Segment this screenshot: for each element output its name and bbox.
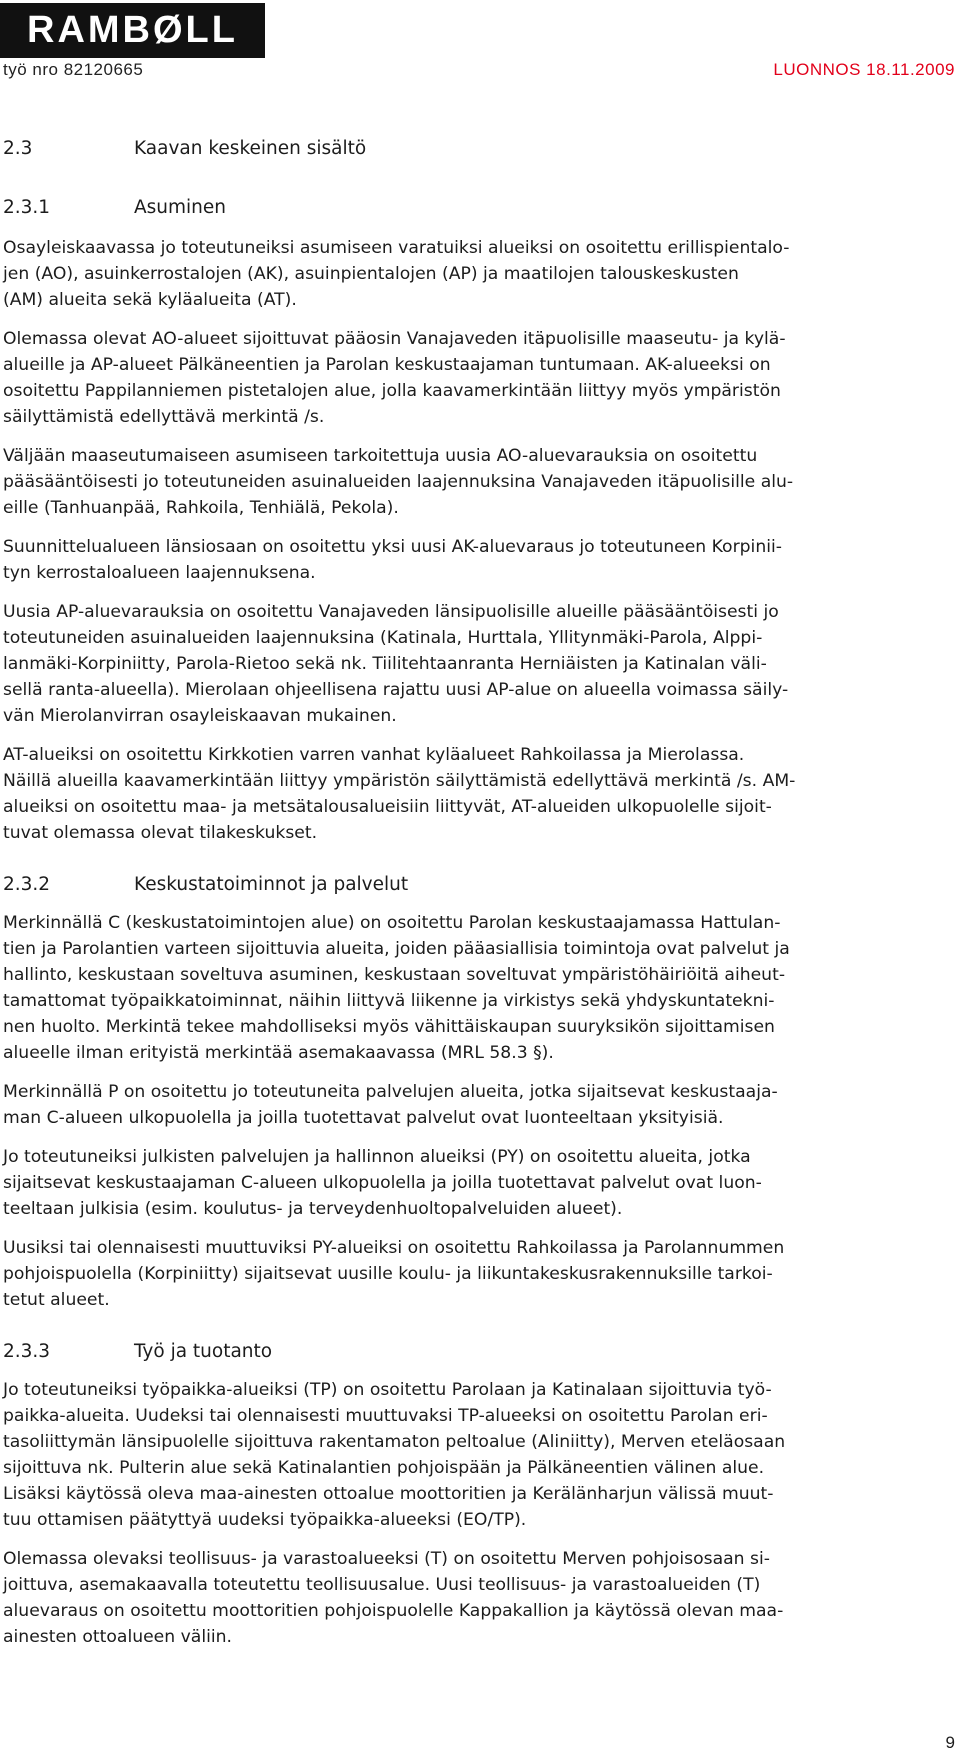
section-title: Kaavan keskeinen sisältö — [134, 138, 367, 159]
ramboll-logo — [0, 3, 265, 58]
paragraph: Uusia AP-aluevarauksia on osoitettu Vanajaveden länsipuolisille alueille pääsääntöisesti jo toteutuneiden asuinalueiden laajennuksina (Katinala, Hurttala, Yllitynmäki-Parola, Alppi- lanmäki-Korpiniitty, Parola-Rietoo sekä nk. Tiilitehtaanranta Herniäisten ja Katinalan väli- sellä ranta-alueella). Mierolaan ohjeellisena rajattu uusi AP-alue on alueella voimassa säily- vän Mierolanvirran osayleiskaavan mukainen. — [3, 602, 789, 726]
document-body — [3, 136, 955, 1663]
paragraph: AT-alueiksi on osoitettu Kirkkotien varren vanhat kyläalueet Rahkoilassa ja Mierolassa. Näillä alueilla kaavamerkintään liittyy ympäristön säilyttämistä edellyttävä merkintä /s. AM- alueiksi on osoitettu maa- ja metsätalousalueisiin liittyvät, AT-alueiden ulkopuolelle sijoit- tuvat olemassa olevat tilakeskukset. — [3, 745, 796, 843]
paragraph: Jo toteutuneiksi työpaikka-alueiksi (TP) on osoitettu Parolaan ja Katinalaan sijoittuvia työ- paikka-alueita. Uudeksi tai olennaisesti muuttuvaksi TP-alueeksi on osoitettu Parolan eri- tasoliittymän länsipuolelle sijoittuva rakentamaton peltoalue (Aliniitty), Merven eteläosaan sijoittuva nk. Pulterin alue sekä Katinalantien pohjoispään ja Pälkäneentien välinen alue. Lisäksi käytössä oleva maa-ainesten ottoalue moottoritien ja Kerälänharjun välissä muut- tuu ottamisen päätyttyä uudeksi työpaikka-alueeksi (EO/TP). — [3, 1380, 786, 1530]
section-number: 2.3.3 — [3, 1341, 51, 1362]
section-heading-2-3-2 — [3, 872, 955, 898]
draft-label: LUONNOS 18.11.2009 — [773, 60, 955, 79]
section-number: 2.3.1 — [3, 197, 51, 218]
paragraph: Suunnittelualueen länsiosaan on osoitettu yksi uusi AK-aluevaraus jo toteutuneen Korpinii- tyn kerrostaloalueen laajennuksena. — [3, 537, 782, 583]
section-title: Työ ja tuotanto — [134, 1341, 273, 1362]
paragraph: Osayleiskaavassa jo toteutuneiksi asumiseen varatuiksi alueiksi on osoitettu erillispientalo- jen (AO), asuinkerrostalojen (AK), asuinpientalojen (AP) ja maatilojen talouskeskusten (AM) alueita sekä kyläalueita (AT). — [3, 238, 790, 310]
section-number: 2.3 — [3, 138, 33, 159]
section-heading-2-3-1 — [3, 195, 955, 221]
paragraph: Uusiksi tai olennaisesti muuttuviksi PY-alueiksi on osoitettu Rahkoilassa ja Parolannummen pohjoispuolella (Korpiniitty) sijaitsevat uusille koulu- ja liikuntakeskusrakennuksille tarkoi- tetut alueet. — [3, 1238, 785, 1310]
logo-text: RAMBØLL — [27, 9, 238, 51]
section-number: 2.3.2 — [3, 874, 51, 895]
paragraph: Väljään maaseutumaiseen asumiseen tarkoitettuja uusia AO-aluevarauksia on osoitettu pääsääntöisesti jo toteutuneiden asuinalueiden laajennuksina Vanajaveden itäpuolisille alu- eille (Tanhuanpää, Rahkoila, Tenhiälä, Pekola). — [3, 446, 794, 518]
paragraph: Jo toteutuneiksi julkisten palvelujen ja hallinnon alueiksi (PY) on osoitettu alueita, jotka sijaitsevat keskustaajaman C-alueen ulkopuolella ja joilla tuotettavat palvelut ovat luon- teeltaan julkisia (esim. koulutus- ja terveydenhuoltopalveluiden alueet). — [3, 1147, 762, 1219]
paragraph: Olemassa olevat AO-alueet sijoittuvat pääosin Vanajaveden itäpuolisille maaseutu- ja kylä- alueille ja AP-alueet Pälkäneentien ja Parolan keskustaajaman tuntumaan. AK-alueeksi on osoitettu Pappilanniemen pistetalojen alue, jolla kaavamerkintään liittyy myös ympäristön säilyttämistä edellyttävä merkintä /s. — [3, 329, 786, 427]
paragraph: Merkinnällä P on osoitettu jo toteutuneita palvelujen alueita, jotka sijaitsevat keskustaaja- man C-alueen ulkopuolella ja joilla tuotettavat palvelut ovat luonteeltaan yksityisiä. — [3, 1082, 778, 1128]
section-title: Keskustatoiminnot ja palvelut — [134, 874, 409, 895]
paragraph: Olemassa olevaksi teollisuus- ja varastoalueeksi (T) on osoitettu Merven pohjoisosaan si- joittuva, asemakaavalla toteutettu teollisuusalue. Uusi teollisuus- ja varastoalueiden (T) aluevaraus on osoitettu moottoritien pohjoispuolelle Kappakallion ja käytössä olevan maa- ainesten ottoalueen väliin. — [3, 1549, 784, 1647]
paragraph: Merkinnällä C (keskustatoimintojen alue) on osoitettu Parolan keskustaajamassa Hattulan- tien ja Parolantien varteen sijoittuvia alueita, joiden pääasiallisia toimintoja ovat palvelut ja hallinto, keskustaan soveltuva asuminen, keskustaan soveltuvat ympäristöhäiriöitä aiheut- tamattomat työpaikkatoiminnat, näihin liittyvä liikenne ja virkistys sekä yhdyskuntatekni- nen huolto. Merkintä tekee mahdolliseksi myös vähittäiskaupan suuryksikön sijoittamisen alueelle ilman erityistä merkintää asemakaavassa (MRL 58.3 §). — [3, 913, 790, 1063]
section-heading-2-3-3 — [3, 1339, 955, 1365]
section-title: Asuminen — [134, 197, 227, 218]
section-heading-2-3 — [3, 136, 955, 162]
work-number: työ nro 82120665 — [3, 60, 144, 79]
page-number: 9 — [945, 1733, 955, 1752]
